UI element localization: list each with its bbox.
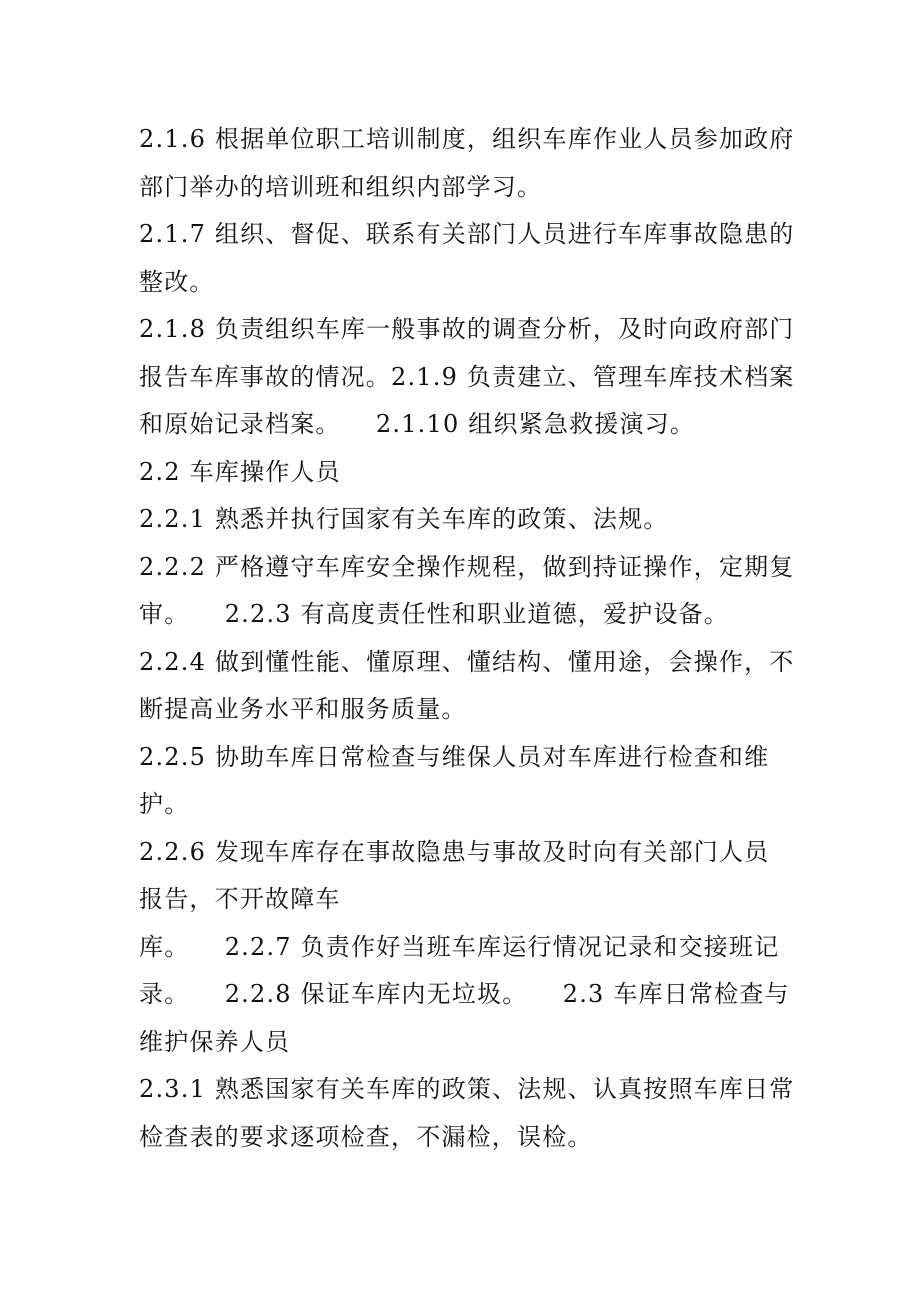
text-line: 2.2.4 做到懂性能、懂原理、懂结构、懂用途，会操作，不 (139, 647, 795, 676)
text-line: 整改。 (139, 267, 215, 296)
text-line: 维护保养人员 (139, 1027, 291, 1056)
document-body (139, 116, 795, 1161)
text-line: 2.2.6 发现车库存在事故隐患与事故及时向有关部门人员 (139, 837, 770, 866)
text-line: 部门举办的培训班和组织内部学习。 (139, 172, 543, 201)
text-line: 2.3.1 熟悉国家有关车库的政策、法规、认真按照车库日常 (139, 1075, 795, 1103)
text-line: 和原始记录档案。 2.1.10 组织紧急救援演习。 (139, 410, 696, 438)
text-line: 2.2.1 熟悉并执行国家有关车库的政策、法规。 (139, 505, 669, 533)
text-line: 报告车库事故的情况。2.1.9 负责建立、管理车库技术档案 (139, 362, 795, 391)
text-line: 2.1.7 组织、督促、联系有关部门人员进行车库事故隐患的 (139, 220, 795, 248)
text-line: 录。 2.2.8 保证车库内无垃圾。 2.3 车库日常检查与 (139, 980, 790, 1008)
text-line: 2.1.8 负责组织车库一般事故的调查分析，及时向政府部门 (139, 315, 795, 343)
text-line: 报告，不开故障车 (139, 885, 341, 913)
text-line: 检查表的要求逐项检查，不漏检，误检。 (139, 1122, 593, 1151)
text-line: 断提高业务水平和服务质量。 (139, 695, 467, 723)
text-line: 2.1.6 根据单位职工培训制度，组织车库作业人员参加政府 (139, 125, 795, 153)
text-line: 2.2.5 协助车库日常检查与维保人员对车库进行检查和维 (139, 742, 770, 771)
text-line: 2.2 车库操作人员 (139, 457, 341, 486)
text-line: 库。 2.2.7 负责作好当班车库运行情况记录和交接班记 (139, 932, 780, 961)
text-line: 审。 2.2.3 有高度责任性和职业道德，爱护设备。 (139, 600, 730, 628)
text-line: 护。 (139, 790, 190, 818)
text-line: 2.2.2 严格遵守车库安全操作规程，做到持证操作，定期复 (139, 552, 795, 581)
